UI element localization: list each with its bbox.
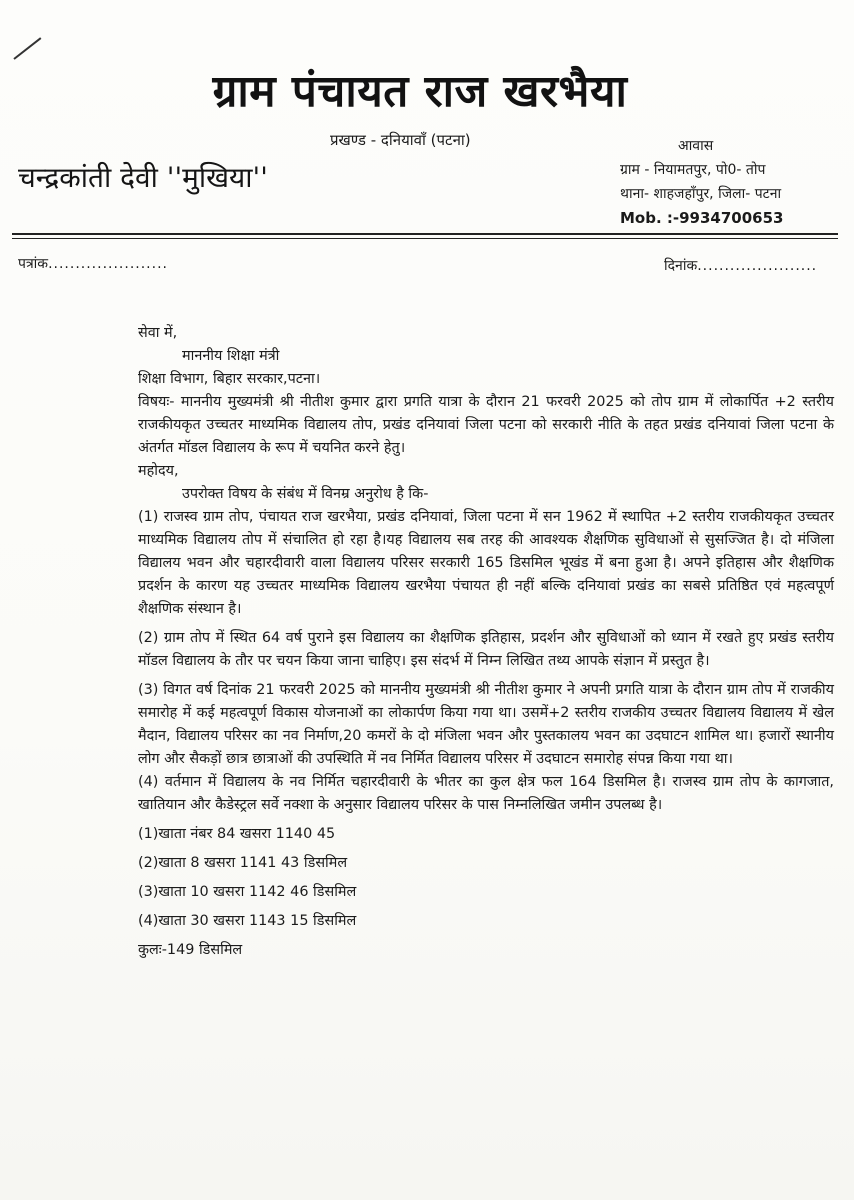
point-4: (4) वर्तमान में विद्यालय के नव निर्मित चहारदीवारी के भीतर का कुल क्षेत्र फल 164 डिसमिल है। राजस्व ग्राम तोप के कागजात, खातियान और कैडेस्ट्रल सर्वे नक्शा के अनुसार विद्यालय परिसर के पास निम्नलिखित जमीन उपलब्ध है। <box>138 774 834 813</box>
letterhead-address <box>620 134 850 230</box>
reference-label: पत्रांक <box>18 256 49 272</box>
recipient: माननीय शिक्षा मंत्री <box>182 348 280 364</box>
list-item: (1)खाता नंबर 84 खसरा 1140 45 <box>138 826 336 842</box>
address-line-2: थाना- शाहजहाँपुर, जिला- पटना <box>620 186 782 202</box>
list-item: (3)खाता 10 खसरा 1142 46 डिसमिल <box>138 884 357 900</box>
point-3: (3) विगत वर्ष दिनांक 21 फरवरी 2025 को माननीय मुख्यमंत्री श्री नीतीश कुमार ने अपनी प्रगति यात्रा के दौरान ग्राम तोप में राजकीय समारोह में कई महत्वपूर्ण विकास योजनाओं का लोकार्पण किया गया था। उसमें+2 स्तरीय राजकीय उच्चतर विद्यालय विद्यालय में खेल मैदान, विद्यालय परिसर का नव निर्माण,20 कमरों के दो मंजिला भवन और पुस्तकालय भवन का उदघाटन शामिल था। हजारों स्थानीय लोग और सैकड़ों छात्र छात्राओं की उपस्थिति में नव निर्मित विद्यालय परिसर में उदघाटन समारोह संपन्न किया गया था। <box>138 682 834 767</box>
mobile-number: Mob. :-9934700653 <box>620 209 784 227</box>
header-divider-thin <box>12 238 838 239</box>
subject: विषयः- माननीय मुख्यमंत्री श्री नीतीश कुमार द्वारा प्रगति यात्रा के दौरान 21 फरवरी 2025 को तोप ग्राम में लोकार्पित +2 स्तरीय राजकीयकृत उच्चतर माध्यमिक विद्यालय तोप, प्रखंड दनियावां जिला पटना को सरकारी नीति के तहत प्रखंड दनियावां जिला पटना के अंतर्गत मॉडल विद्यालय के रूप में चयनित करने हेतु। <box>138 394 834 456</box>
pen-stroke-mark <box>13 37 41 60</box>
date-dots: ...................... <box>697 258 818 274</box>
date-label: दिनांक <box>664 258 698 274</box>
point-1: (1) राजस्व ग्राम तोप, पंचायत राज खरभैया, प्रखंड दनियावां, जिला पटना में सन 1962 में स्थापित +2 स्तरीय राजकीयकृत उच्चतर माध्यमिक विद्यालय तोप में संचालित हो रहा है।यह विद्यालय सब तरह की आवश्यक शैक्षणिक सुविधाओं से सुसज्जित है। दो मंजिला विद्यालय भवन और चहारदीवारी वाला विद्यालय परिसर सरकारी 165 डिसमिल भूखंड में बना हुआ है। अपने इतिहास और शैक्षणिक प्रदर्शन के कारण यह उच्चतर माध्यमिक विद्यालय खरभैया पंचायत ही नहीं बल्कि दनियावां प्रखंड का सबसे प्रतिष्ठित एवं महत्वपूर्ण शैक्षणिक संस्थान है। <box>138 509 834 617</box>
reference-dots: ...................... <box>48 256 168 272</box>
list-item: (2)खाता 8 खसरा 1141 43 डिसमिल <box>138 855 348 871</box>
reference-number-field <box>18 254 168 274</box>
department: शिक्षा विभाग, बिहार सरकार,पटना। <box>138 371 321 387</box>
address-line-1: ग्राम - नियामतपुर, पो0- तोप <box>620 162 766 178</box>
point-2: (2) ग्राम तोप में स्थित 64 वर्ष पुराने इस विद्यालय का शैक्षणिक इतिहास, प्रदर्शन और सुविधाओं को ध्यान में रखते हुए प्रखंड स्तरीय मॉडल विद्यालय के तौर पर चयन किया जाना चाहिए। इस संदर्भ में निम्न लिखित तथ्य आपके संज्ञान में प्रस्तुत है। <box>138 630 834 669</box>
date-field <box>664 256 817 276</box>
intro: उपरोक्त विषय के संबंध में विनम्र अनुरोध है कि- <box>182 486 429 502</box>
greeting: महोदय, <box>138 463 179 479</box>
land-total: कुलः-149 डिसमिल <box>138 942 243 958</box>
letterhead-title: ग्राम पंचायत राज खरभैया <box>212 66 628 117</box>
letterhead-name: चन्द्रकांती देवी ''मुखिया'' <box>18 161 268 194</box>
list-item: (4)खाता 30 खसरा 1143 15 डिसमिल <box>138 913 357 929</box>
salutation: सेवा में, <box>138 325 178 341</box>
letter-body <box>138 322 834 968</box>
address-heading: आवास <box>678 138 714 154</box>
header-divider-thick <box>12 233 838 235</box>
land-list <box>138 823 834 962</box>
letterhead-block: प्रखण्ड - दनियावाँ (पटना) <box>330 131 471 149</box>
